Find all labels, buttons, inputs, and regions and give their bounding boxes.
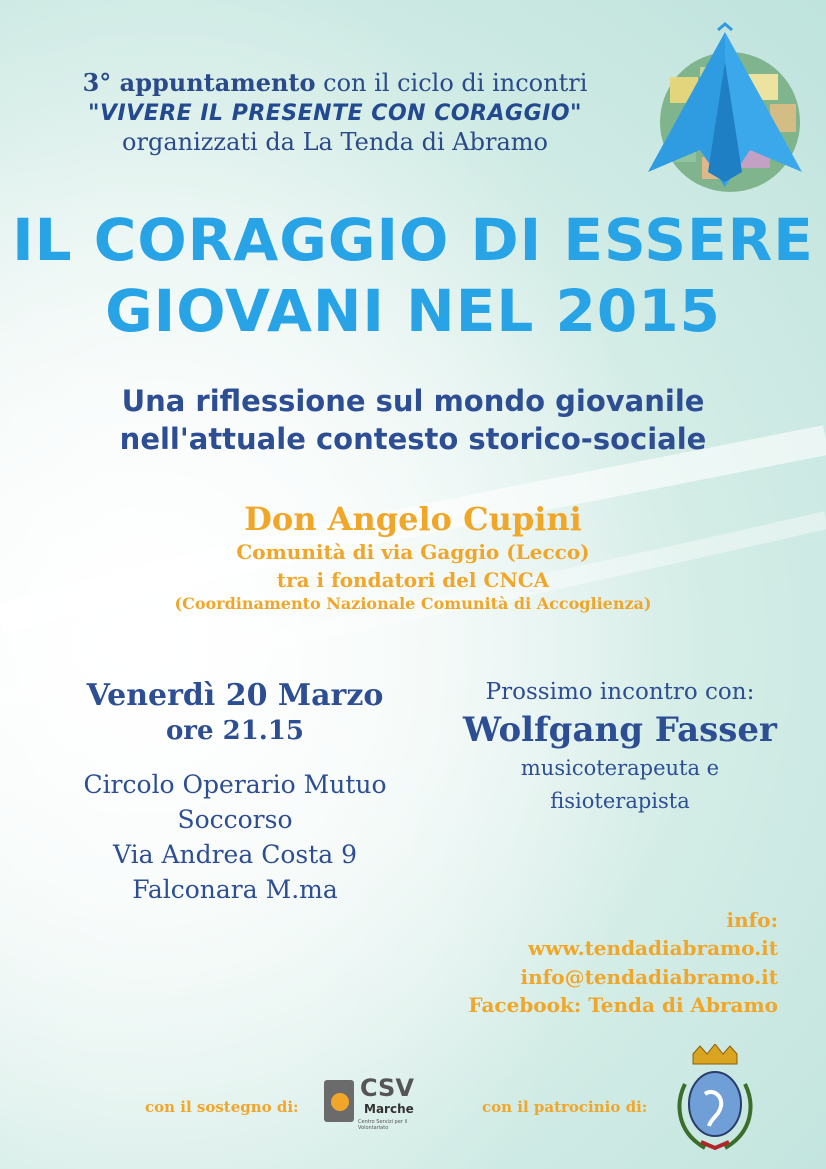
event-details bbox=[40, 676, 430, 907]
info-block bbox=[468, 906, 778, 1020]
venue-city: Falconara M.ma bbox=[132, 874, 338, 904]
tent-globe-logo-icon bbox=[630, 22, 820, 194]
intro-rest-text: con il ciclo di incontri bbox=[315, 69, 588, 97]
support-label: con il sostegno di: bbox=[145, 1098, 299, 1116]
csv-tagline: Centro Servizi per il Volontariato bbox=[358, 1119, 408, 1131]
municipal-crest-icon bbox=[665, 1044, 765, 1156]
ordinal-text: 3° appuntamento bbox=[82, 68, 316, 97]
next-meeting bbox=[440, 676, 800, 817]
website-link[interactable]: www.tendadiabramo.it bbox=[527, 936, 778, 961]
speaker-block bbox=[0, 500, 826, 613]
speaker-affiliation: Comunità di via Gaggio (Lecco) bbox=[236, 540, 590, 564]
subtitle bbox=[0, 382, 826, 459]
csv-marche-logo-icon bbox=[322, 1074, 432, 1130]
speaker-note: (Coordinamento Nazionale Comunità di Accoglienza) bbox=[174, 594, 652, 613]
email-link[interactable]: info@tendadiabramo.it bbox=[520, 964, 778, 989]
patronage-label: con il patrocinio di: bbox=[482, 1098, 648, 1116]
speaker-role: tra i fondatori del CNCA bbox=[276, 568, 550, 592]
csv-emblem-icon bbox=[322, 1078, 356, 1124]
title-line-1: IL CORAGGIO DI ESSERE bbox=[12, 206, 814, 274]
next-speaker-role-1: musicoterapeuta e bbox=[520, 756, 720, 781]
facebook-link[interactable]: Facebook: Tenda di Abramo bbox=[468, 993, 778, 1018]
info-label: info: bbox=[726, 908, 778, 932]
next-meeting-label: Prossimo incontro con: bbox=[485, 679, 755, 705]
subtitle-line-2: nell'attuale contesto storico-sociale bbox=[119, 422, 707, 457]
next-speaker-name: Wolfgang Fasser bbox=[463, 710, 777, 751]
venue-line-2: Soccorso bbox=[177, 804, 293, 834]
main-title bbox=[0, 205, 826, 347]
cycle-title: "VIVERE IL PRESENTE CON CORAGGIO" bbox=[88, 100, 582, 126]
organizer-line: organizzati da La Tenda di Abramo bbox=[122, 127, 548, 156]
csv-name: CSV bbox=[360, 1074, 414, 1102]
subtitle-line-1: Una riflessione sul mondo giovanile bbox=[121, 384, 705, 418]
intro-line bbox=[40, 66, 630, 101]
csv-region: Marche bbox=[364, 1102, 414, 1116]
header-block bbox=[40, 66, 630, 159]
event-time: ore 21.15 bbox=[165, 716, 305, 746]
next-speaker-role-2: fisioterapista bbox=[550, 788, 690, 813]
event-date: Venerdì 20 Marzo bbox=[86, 678, 384, 713]
venue-line-1: Circolo Operario Mutuo bbox=[83, 769, 387, 799]
title-line-2: GIOVANI NEL 2015 bbox=[105, 276, 721, 345]
speaker-name: Don Angelo Cupini bbox=[244, 500, 582, 538]
venue-address: Via Andrea Costa 9 bbox=[112, 839, 358, 869]
